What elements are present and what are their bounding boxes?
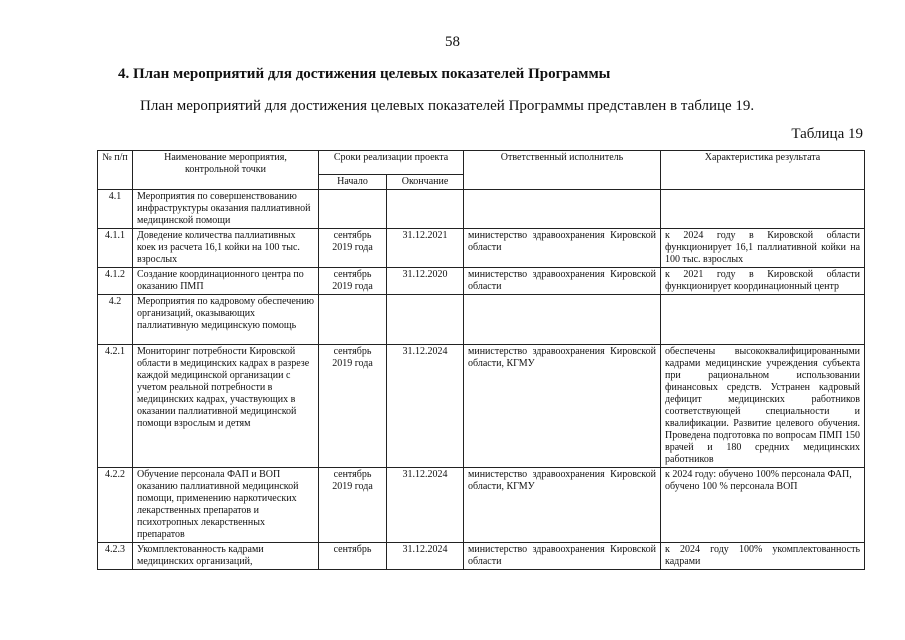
header-result: Характеристика результата xyxy=(661,151,865,190)
table-row xyxy=(98,268,865,295)
table-row xyxy=(98,345,865,468)
row-num: 4.1.2 xyxy=(98,268,133,295)
section-title: 4. План мероприятий для достижения целевых показателей Программы xyxy=(118,66,611,82)
row-responsible: министерство здравоохранения Кировской области xyxy=(464,543,661,570)
row-result xyxy=(661,295,865,345)
row-start: сентябрь 2019 года xyxy=(319,468,387,543)
row-result: к 2024 году: обучено 100% персонала ФАП, обучено 100 % персонала ВОП xyxy=(661,468,865,543)
header-responsible: Ответственный исполнитель xyxy=(464,151,661,190)
row-start: сентябрь 2019 года xyxy=(319,229,387,268)
row-start: сентябрь xyxy=(319,543,387,570)
row-result: к 2024 году в Кировской области функционирует 16,1 паллиативной койки на 100 тыс. взрослых xyxy=(661,229,865,268)
row-start: сентябрь 2019 года xyxy=(319,268,387,295)
header-deadlines: Сроки реализации проекта xyxy=(319,151,464,175)
row-end: 31.12.2021 xyxy=(387,229,464,268)
row-responsible xyxy=(464,295,661,345)
header-name: Наименование мероприятия, контрольной точки xyxy=(133,151,319,190)
row-num: 4.2.1 xyxy=(98,345,133,468)
row-responsible: министерство здравоохранения Кировской области, КГМУ xyxy=(464,345,661,468)
row-end: 31.12.2024 xyxy=(387,543,464,570)
row-start xyxy=(319,190,387,229)
header-num: № п/п xyxy=(98,151,133,190)
row-name: Мероприятия по кадровому обеспечению организаций, оказывающих паллиативную медицинскую помощь xyxy=(133,295,319,345)
row-name: Обучение персонала ФАП и ВОП оказанию паллиативной медицинской помощи, применению наркотических лекарственных препаратов и психотропных лекарственных препаратов xyxy=(133,468,319,543)
row-num: 4.1 xyxy=(98,190,133,229)
table-row xyxy=(98,190,865,229)
row-name: Доведение количества паллиативных коек из расчета 16,1 койки на 100 тыс. взрослых xyxy=(133,229,319,268)
row-start xyxy=(319,295,387,345)
table-row xyxy=(98,468,865,543)
row-result: к 2021 году в Кировской области функционирует координационный центр xyxy=(661,268,865,295)
row-num: 4.2.3 xyxy=(98,543,133,570)
table-row xyxy=(98,295,865,345)
row-name: Мониторинг потребности Кировской области в медицинских кадрах в разрезе каждой медицинской организации с учетом реальной потребности в медицинских кадрах, участвующих в оказании паллиативной медицинской помощи взрослым и детям xyxy=(133,345,319,468)
header-end: Окончание xyxy=(387,175,464,190)
measures-table xyxy=(97,150,865,570)
row-end: 31.12.2024 xyxy=(387,468,464,543)
row-responsible: министерство здравоохранения Кировской области xyxy=(464,229,661,268)
row-responsible: министерство здравоохранения Кировской области, КГМУ xyxy=(464,468,661,543)
row-name: Укомплектованность кадрами медицинских организаций, xyxy=(133,543,319,570)
row-num: 4.1.1 xyxy=(98,229,133,268)
row-name: Создание координационного центра по оказанию ПМП xyxy=(133,268,319,295)
intro-paragraph: План мероприятий для достижения целевых показателей Программы представлен в таблице 19. xyxy=(140,98,755,114)
row-name: Мероприятия по совершенствованию инфраструктуры оказания паллиативной медицинской помощи xyxy=(133,190,319,229)
row-end xyxy=(387,190,464,229)
row-end: 31.12.2020 xyxy=(387,268,464,295)
row-result: обеспечены высококвалифицированными кадрами медицинские учреждения субъекта при рациональном использовании финансовых средств. Устранен кадровый дефицит медицинских работников соответствующей специальности и квалификации. Развитие целевого обучения. Проведена подготовка по вопросам ПМП 150 врачей и 180 средних медицинских работников xyxy=(661,345,865,468)
page-number: 58 xyxy=(445,34,460,50)
table-row xyxy=(98,229,865,268)
row-end: 31.12.2024 xyxy=(387,345,464,468)
row-num: 4.2 xyxy=(98,295,133,345)
row-result xyxy=(661,190,865,229)
row-responsible xyxy=(464,190,661,229)
row-num: 4.2.2 xyxy=(98,468,133,543)
header-start: Начало xyxy=(319,175,387,190)
row-result: к 2024 году 100% укомплектованность кадрами xyxy=(661,543,865,570)
table-label: Таблица 19 xyxy=(791,126,863,142)
row-end xyxy=(387,295,464,345)
row-start: сентябрь 2019 года xyxy=(319,345,387,468)
row-responsible: министерство здравоохранения Кировской области xyxy=(464,268,661,295)
table-row xyxy=(98,543,865,570)
